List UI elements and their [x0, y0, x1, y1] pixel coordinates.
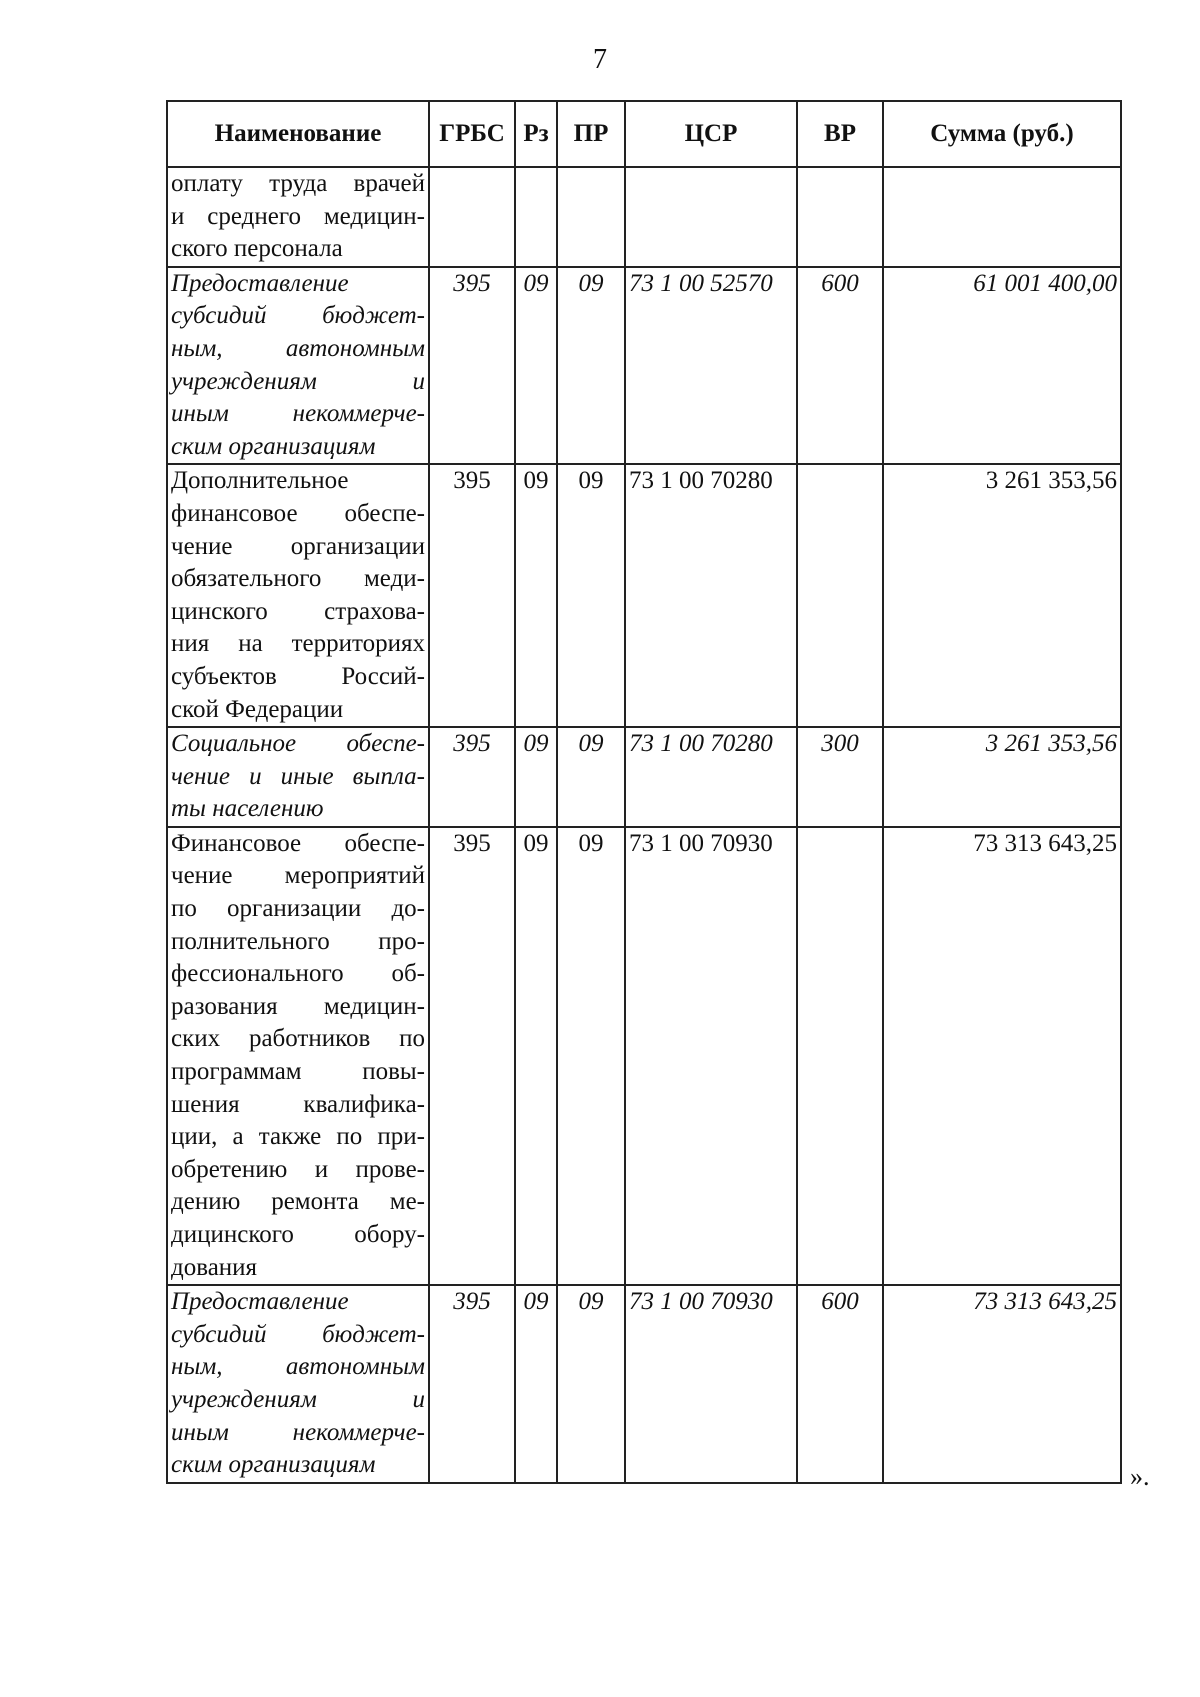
table-row: [167, 827, 1121, 1285]
cell-rz: 09: [515, 1285, 557, 1483]
table-row: [167, 727, 1121, 827]
cell-csr: 73 1 00 70930: [625, 827, 797, 1285]
cell-name-line: цинского страхова-: [171, 597, 425, 625]
cell-name-line: иным некоммерче-: [171, 1418, 425, 1446]
cell-vr: 600: [797, 1285, 883, 1483]
cell-name-line: иным некоммерче-: [171, 400, 425, 428]
cell-csr: 73 1 00 52570: [625, 267, 797, 465]
cell-vr: [797, 167, 883, 267]
cell-name-line: оплату труда врачей: [171, 170, 425, 197]
cell-vr: [797, 464, 883, 727]
cell-sum: 61 001 400,00: [883, 267, 1121, 465]
cell-vr: 300: [797, 727, 883, 827]
cell-rz: [515, 167, 557, 267]
cell-pr: 09: [557, 827, 625, 1285]
header-pr: ПР: [557, 101, 625, 167]
cell-name-line: и среднего медицин-: [171, 202, 425, 230]
cell-rz: 09: [515, 727, 557, 827]
cell-grbs: 395: [429, 464, 515, 727]
cell-name-line: субсидий бюджет-: [171, 302, 425, 330]
cell-name-line: ского персонала: [171, 235, 343, 263]
cell-name-line: Предоставление: [171, 269, 349, 297]
cell-grbs: 395: [429, 827, 515, 1285]
cell-name-line: Предоставление: [171, 1288, 349, 1316]
cell-name-line: обретению и прове-: [171, 1155, 425, 1183]
cell-grbs: 395: [429, 1285, 515, 1483]
cell-sum: 73 313 643,25: [883, 1285, 1121, 1483]
cell-csr: 73 1 00 70930: [625, 1285, 797, 1483]
header-sum: Сумма (руб.): [883, 101, 1121, 167]
header-csr: ЦСР: [625, 101, 797, 167]
cell-name-line: ты населению: [171, 795, 324, 823]
cell-name: [167, 727, 429, 827]
cell-name-line: ских работников по: [171, 1025, 425, 1053]
cell-name-line: чение и иные выпла-: [171, 762, 425, 790]
page-number: 7: [593, 44, 607, 75]
cell-rz: 09: [515, 827, 557, 1285]
cell-name: [167, 267, 429, 465]
cell-name-line: учреждениям и: [171, 367, 425, 395]
cell-name-line: Социальное обеспе-: [171, 730, 425, 758]
cell-name-line: ния на территориях: [171, 630, 425, 658]
cell-name-line: обязательного меди-: [171, 565, 425, 593]
cell-name-line: финансовое обеспе-: [171, 499, 425, 527]
cell-name-line: разования медицин-: [171, 992, 425, 1020]
budget-table: [166, 100, 1122, 1484]
cell-sum: 3 261 353,56: [883, 727, 1121, 827]
cell-name: [167, 464, 429, 727]
header-grbs: ГРБС: [429, 101, 515, 167]
cell-pr: 09: [557, 267, 625, 465]
table-row: [167, 464, 1121, 727]
cell-name-line: ской Федерации: [171, 695, 344, 723]
cell-name: [167, 167, 429, 267]
cell-name-line: дицинского обору-: [171, 1221, 425, 1248]
cell-csr: [625, 167, 797, 267]
cell-vr: 600: [797, 267, 883, 465]
cell-name-line: субъектов Россий-: [171, 662, 425, 690]
table-row: [167, 267, 1121, 465]
cell-name-line: ции, а также по при-: [171, 1123, 425, 1151]
cell-grbs: [429, 167, 515, 267]
cell-rz: 09: [515, 464, 557, 727]
cell-name-line: чение организации: [171, 532, 425, 560]
cell-name-line: по организации до-: [171, 895, 425, 923]
cell-pr: 09: [557, 464, 625, 727]
cell-name-line: дению ремонта ме-: [171, 1188, 425, 1216]
cell-grbs: 395: [429, 727, 515, 827]
cell-name: [167, 1285, 429, 1483]
cell-name-line: программам повы-: [171, 1058, 425, 1086]
cell-name-line: субсидий бюджет-: [171, 1320, 425, 1348]
closing-quote: ».: [1130, 1462, 1150, 1491]
cell-sum: 73 313 643,25: [883, 827, 1121, 1285]
cell-rz: 09: [515, 267, 557, 465]
cell-pr: 09: [557, 727, 625, 827]
cell-name-line: Финансовое обеспе-: [171, 829, 425, 857]
cell-sum: [883, 167, 1121, 267]
cell-csr: 73 1 00 70280: [625, 464, 797, 727]
cell-name-line: ским организациям: [171, 1451, 376, 1479]
header-name: Наименование: [167, 101, 429, 167]
cell-name-line: фессионального об-: [171, 960, 425, 988]
cell-pr: 09: [557, 1285, 625, 1483]
table-row: [167, 1285, 1121, 1483]
cell-name: [167, 827, 429, 1285]
cell-name-line: полнительного про-: [171, 927, 425, 955]
cell-name-line: учреждениям и: [171, 1385, 425, 1413]
header-vr: ВР: [797, 101, 883, 167]
cell-name-line: ным, автономным: [171, 334, 425, 362]
table-header-row: [167, 101, 1121, 167]
table-body: [167, 167, 1121, 1483]
header-rz: Рз: [515, 101, 557, 167]
cell-name-line: дования: [171, 1253, 258, 1281]
cell-sum: 3 261 353,56: [883, 464, 1121, 727]
table-row: [167, 167, 1121, 267]
cell-vr: [797, 827, 883, 1285]
cell-name-line: шения квалифика-: [171, 1090, 425, 1118]
cell-csr: 73 1 00 70280: [625, 727, 797, 827]
cell-pr: [557, 167, 625, 267]
cell-name-line: Дополнительное: [171, 467, 349, 495]
cell-name-line: ским организациям: [171, 432, 376, 460]
cell-grbs: 395: [429, 267, 515, 465]
cell-name-line: чение мероприятий: [171, 862, 425, 890]
cell-name-line: ным, автономным: [171, 1353, 425, 1381]
